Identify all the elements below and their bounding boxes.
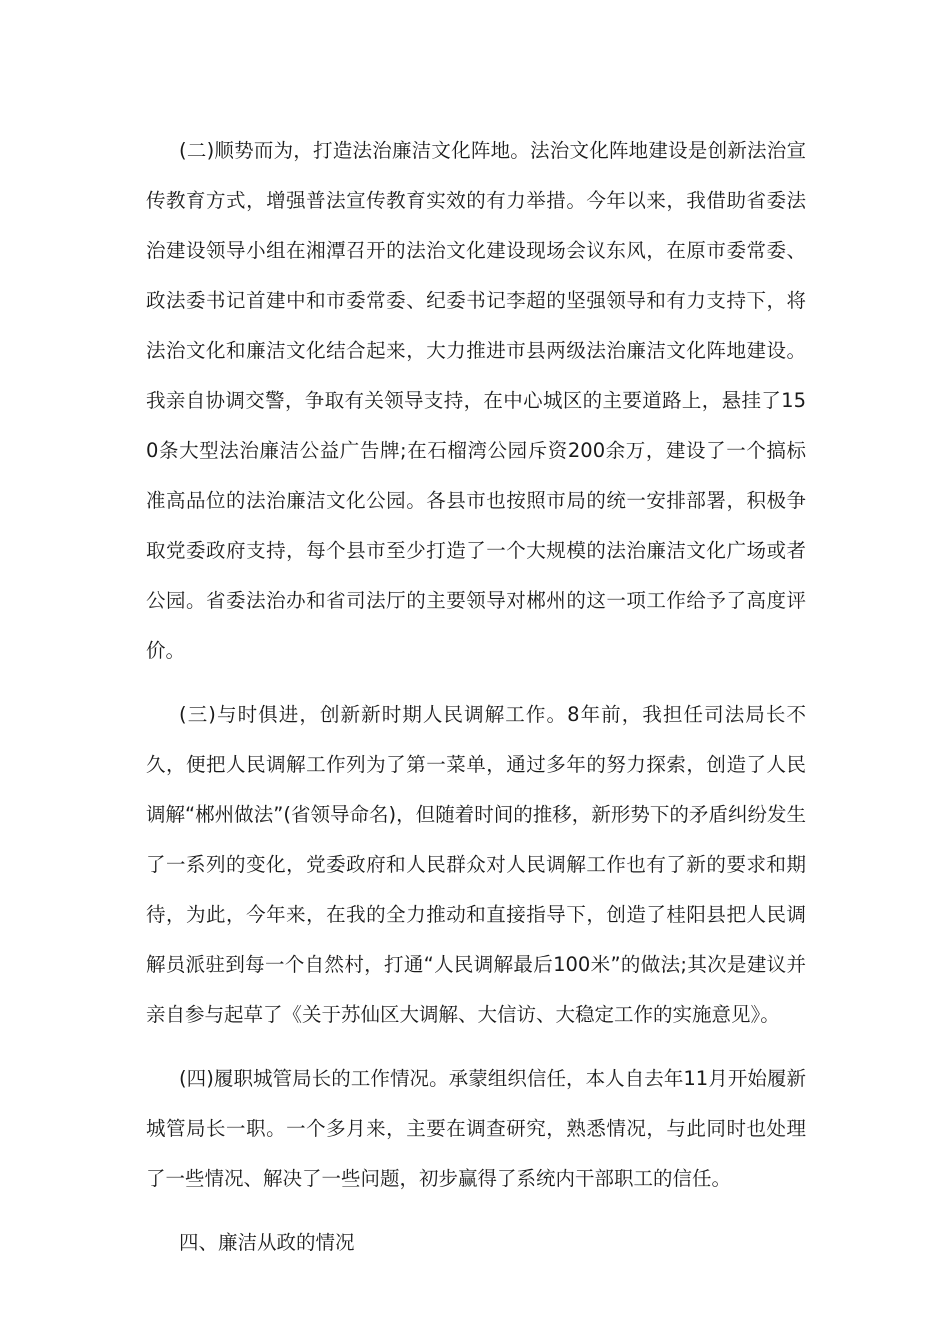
document-body [146,126,806,1282]
paragraph-legal-culture: (二)顺势而为，打造法治廉洁文化阵地。法治文化阵地建设是创新法治宣传教育方式，增强普法宣传教育实效的有力举措。今年以来，我借助省委法治建设领导小组在湘潭召开的法治文化建设现场会议东风，在原市委常委、政法委书记首建中和市委常委、纪委书记李超的坚强领导和有力支持下，将法治文化和廉洁文化结合起来，大力推进市县两级法治廉洁文化阵地建设。我亲自协调交警，争取有关领导支持，在中心城区的主要道路上，悬挂了150条大型法治廉洁公益广告牌;在石榴湾公园斥资200余万，建设了一个搞标准高品位的法治廉洁文化公园。各县市也按照市局的统一安排部署，积极争取党委政府支持，每个县市至少打造了一个大规模的法治廉洁文化广场或者公园。省委法治办和省司法厅的主要领导对郴州的这一项工作给予了高度评价。 [146,139,806,662]
paragraph-mediation: (三)与时俱进，创新新时期人民调解工作。8年前，我担任司法局长不久，便把人民调解工作列为了第一菜单，通过多年的努力探索，创造了人民调解“郴州做法”(省领导命名)，但随着时间的推移，新形势下的矛盾纠纷发生了一系列的变化，党委政府和人民群众对人民调解工作也有了新的要求和期待，为此，今年来，在我的全力推动和直接指导下，创造了桂阳县把人民调解员派驻到每一个自然村，打通“人民调解最后100米”的做法;其次是建议并亲自参与起草了《关于苏仙区大调解、大信访、大稳定工作的实施意见》。 [146,703,806,1026]
section-heading-integrity: 四、廉洁从政的情况 [179,1231,355,1254]
paragraph-urban-management: (四)履职城管局长的工作情况。承蒙组织信任，本人自去年11月开始履新城管局长一职。一个多月来，主要在调查研究，熟悉情况，与此同时也处理了一些情况、解决了一些问题，初步赢得了系统内干部职工的信任。 [146,1067,806,1190]
